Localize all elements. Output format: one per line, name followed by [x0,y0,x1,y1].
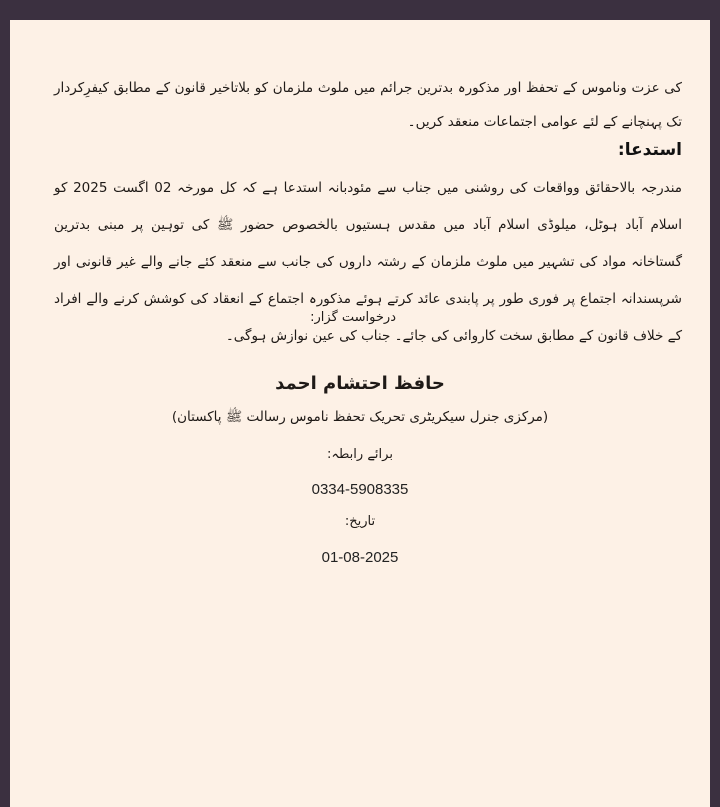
petitioner-label: درخواست گزار: [310,310,396,325]
request-heading: استدعا: [617,140,682,160]
document-page [10,20,710,807]
signatory-name: حافظ احتشام احمد [275,373,445,394]
date-label: تاریخ: [344,514,376,529]
contact-label: برائے رابطہ: [327,447,393,462]
paragraph-request: مندرجہ بالاحقائق وواقعات کی روشنی میں جناب سے مئودبانہ استدعا ہے کہ کل مورخہ 02 اگست 2025 کو اسلام آباد ہوٹل، میلوڈی اسلام آباد میں مقدس ہستیوں بالخصوص حضور ﷺ کی توہین پر مبنی بدترین گستاخانہ مواد کی تشہیر میں ملوث ملزمان کے رشتہ داروں کی جانب سے منعقد کئے جانے والے غیر قانونی اور شرپسندانہ اجتماع پر فوری طور پر پابندی عائد کرتے ہوئے مذکورہ اجتماع کے انعقاد کی کوشش کرنے والے افراد کے خلاف قانون کے مطابق سخت کاروائی کی جائے۔ جناب کی عین نوازش ہوگی۔ [54,180,683,344]
paragraph-top: کی عزت وناموس کے تحفظ اور مذکورہ بدترین جرائم میں ملوث ملزمان کو بلاتاخیر قانون کے مطابق کیفرِکردار تک پہنچانے کے لئے عوامی اجتماعات منعقد کریں۔ [54,80,682,130]
signatory-role: (مرکزی جنرل سیکریٹری تحریک تحفظ ناموس رسالت ﷺ پاکستان) [171,409,549,425]
document-date: 01-08-2025 [321,549,399,566]
phone-number: 0334-5908335 [311,481,409,498]
